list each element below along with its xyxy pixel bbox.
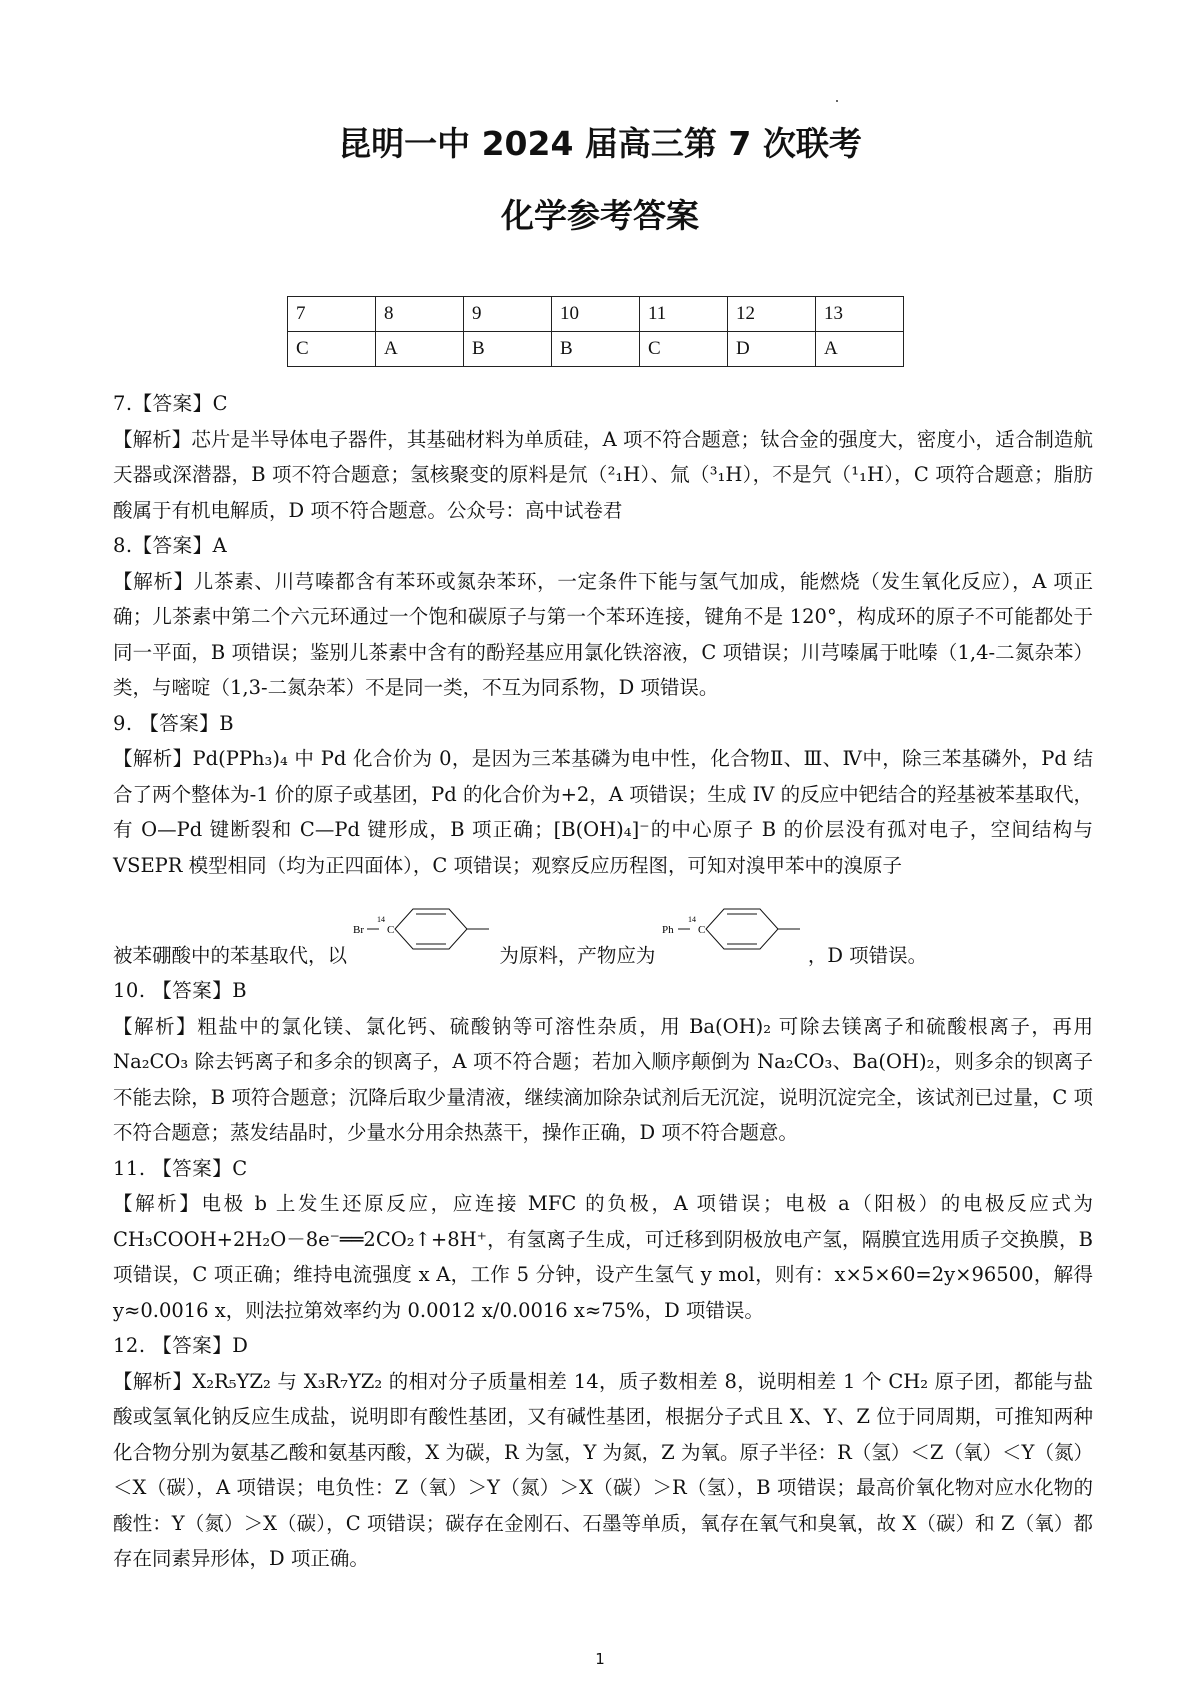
answer-line-10: 10. 【答案】B (113, 979, 248, 1002)
question-number-cell: 13 (816, 297, 904, 332)
answer-explanations (113, 386, 1093, 1577)
struct1-carbon-label: C (387, 924, 395, 936)
scan-dot (836, 100, 838, 102)
struct1-isotope-label: 14 (377, 915, 386, 924)
analysis-10: 【解析】粗盐中的氯化镁、氯化钙、硫酸钠等可溶性杂质，用 Ba(OH)₂ 可除去镁离子和硫酸根离子，再用 Na₂CO₃ 除去钙离子和多余的钡离子，A 项不符合题；若加入顺序颠倒为 Na₂CO₃、Ba(OH)₂，则多余的钡离子不能去除，B 项符合题意；沉降后取少量清液，继续滴加除杂试剂后无沉淀，说明沉淀完全，该试剂已过量，C 项不符合题意；蒸发结晶时，少量水分用余热蒸干，操作正确，D 项不符合题意。 (113, 1014, 1093, 1144)
structure-text-3: ，D 项错误。 (807, 944, 928, 967)
answer-table-answer-row (288, 332, 904, 367)
analysis-12: 【解析】X₂R₅YZ₂ 与 X₃R₇YZ₂ 的相对分子质量相差 14，质子数相差 8，说明相差 1 个 CH₂ 原子团，都能与盐酸或氢氧化钠反应生成盐，说明即有酸性基团，又有碱性基团，根据分子式且 X、Y、Z 位于同周期，可推知两种化合物分别为氨基乙酸和氨基丙酸，X 为碳，R 为氢，Y 为氮，Z 为氧。原子半径：R（氢）＜Z（氧）＜Y（氮）＜X（碳），A 项错误；电负性：Z（氧）＞Y（氮）＞X（碳）＞R（氢），B 项错误；最高价氧化物对应水化物的酸性：Y（氮）＞X（碳），C 项错误；碳存在金刚石、石墨等单质，氧存在氧气和臭氧，故 X（碳）和 Z（氧）都存在同素异形体，D 项正确。 (113, 1369, 1093, 1570)
answer-cell: B (464, 332, 552, 367)
struct2-substituent-label: Ph (661, 924, 674, 936)
question-number-cell: 12 (728, 297, 816, 332)
analysis-9-structure-line (113, 911, 1093, 973)
struct2-isotope-label: 14 (687, 915, 696, 924)
page-number: 1 (595, 1650, 605, 1668)
answer-line-11: 11. 【答案】C (113, 1156, 248, 1180)
bromotoluene-structure-icon (353, 907, 493, 967)
answer-cell: D (728, 332, 816, 367)
question-number-cell: 7 (288, 297, 376, 332)
page-subtitle: 化学参考答案 (501, 196, 699, 235)
answer-line-9: 9. 【答案】B (113, 711, 235, 735)
structure-text-1: 被苯硼酸中的苯基取代，以 (113, 944, 348, 967)
analysis-11: 【解析】电极 b 上发生还原反应，应连接 MFC 的负极，A 项错误；电极 a（阳极）的电极反应式为 CH₃COOH+2H₂O－8e⁻══2CO₂↑+8H⁺，有氢离子生成，可迁移到阴极放电产氢，隔膜宜选用质子交换膜，B 项错误，C 项正确；维持电流强度 x A，工作 5 分钟，设产生氢气 y mol，则有：x×5×60=2y×96500，解得 y≈0.0016 x，则法拉第效率约为 0.0012 x/0.0016 x≈75%，D 项错误。 (113, 1192, 1093, 1322)
question-number-cell: 8 (376, 297, 464, 332)
answer-cell: B (552, 332, 640, 367)
question-number-cell: 11 (640, 297, 728, 332)
answer-cell: A (376, 332, 464, 367)
analysis-7: 【解析】芯片是半导体电子器件，其基础材料为单质硅，A 项不符合题意；钛合金的强度大，密度小，适合制造航天器或深潜器，B 项不符合题意；氢核聚变的原料是氘（²₁H）、氚（³₁H），不是氕（¹₁H），C 项符合题意；脂肪酸属于有机电解质，D 项不符合题意。公众号：高中试卷君 (113, 427, 1093, 522)
answer-cell: A (816, 332, 904, 367)
answer-cell: C (288, 332, 376, 367)
answer-line-8: 8.【答案】A (113, 534, 228, 557)
answer-cell: C (640, 332, 728, 367)
structure-text-2: 为原料，产物应为 (499, 944, 656, 967)
answer-line-7: 7.【答案】C (113, 392, 229, 415)
analysis-8: 【解析】儿茶素、川芎嗪都含有苯环或氮杂苯环，一定条件下能与氢气加成，能燃烧（发生氧化反应），A 项正确；儿茶素中第二个六元环通过一个饱和碳原子与第一个苯环连接，键角不是 120°，构成环的原子不可能都处于同一平面，B 项错误；鉴别儿茶素中含有的酚羟基应用氯化铁溶液，C 项错误；川芎嗪属于吡嗪（1,4-二氮杂苯）类，与嘧啶（1,3-二氮杂苯）不是同一类，不互为同系物，D 项错误。 (113, 569, 1093, 699)
answer-table (287, 296, 904, 367)
phenyltoluene-structure (662, 911, 802, 973)
phenyltoluene-structure-icon (662, 907, 802, 967)
page-title: 昆明一中 2024 届高三第 7 次联考 (338, 124, 862, 163)
answer-line-12: 12. 【答案】D (113, 1334, 249, 1357)
analysis-9: 【解析】Pd(PPh₃)₄ 中 Pd 化合价为 0，是因为三苯基磷为电中性，化合物Ⅱ、Ⅲ、Ⅳ中，除三苯基磷外，Pd 结合了两个整体为-1 价的原子或基团，Pd 的化合价为+2，A 项错误；生成 IV 的反应中钯结合的羟基被苯基取代，有 O—Pd 键断裂和 C—Pd 键形成，B 项正确；[B(OH)₄]⁻的中心原子 B 的价层没有孤对电子，空间结构与 VSEPR 模型相同（均为正四面体），C 项错误；观察反应历程图，可知对溴甲苯中的溴原子 (113, 747, 1093, 877)
bromotoluene-structure (353, 911, 493, 973)
question-number-cell: 9 (464, 297, 552, 332)
question-number-cell: 10 (552, 297, 640, 332)
answer-table-question-row (288, 297, 904, 332)
struct2-carbon-label: C (697, 924, 705, 936)
struct1-substituent-label: Br (353, 924, 365, 936)
